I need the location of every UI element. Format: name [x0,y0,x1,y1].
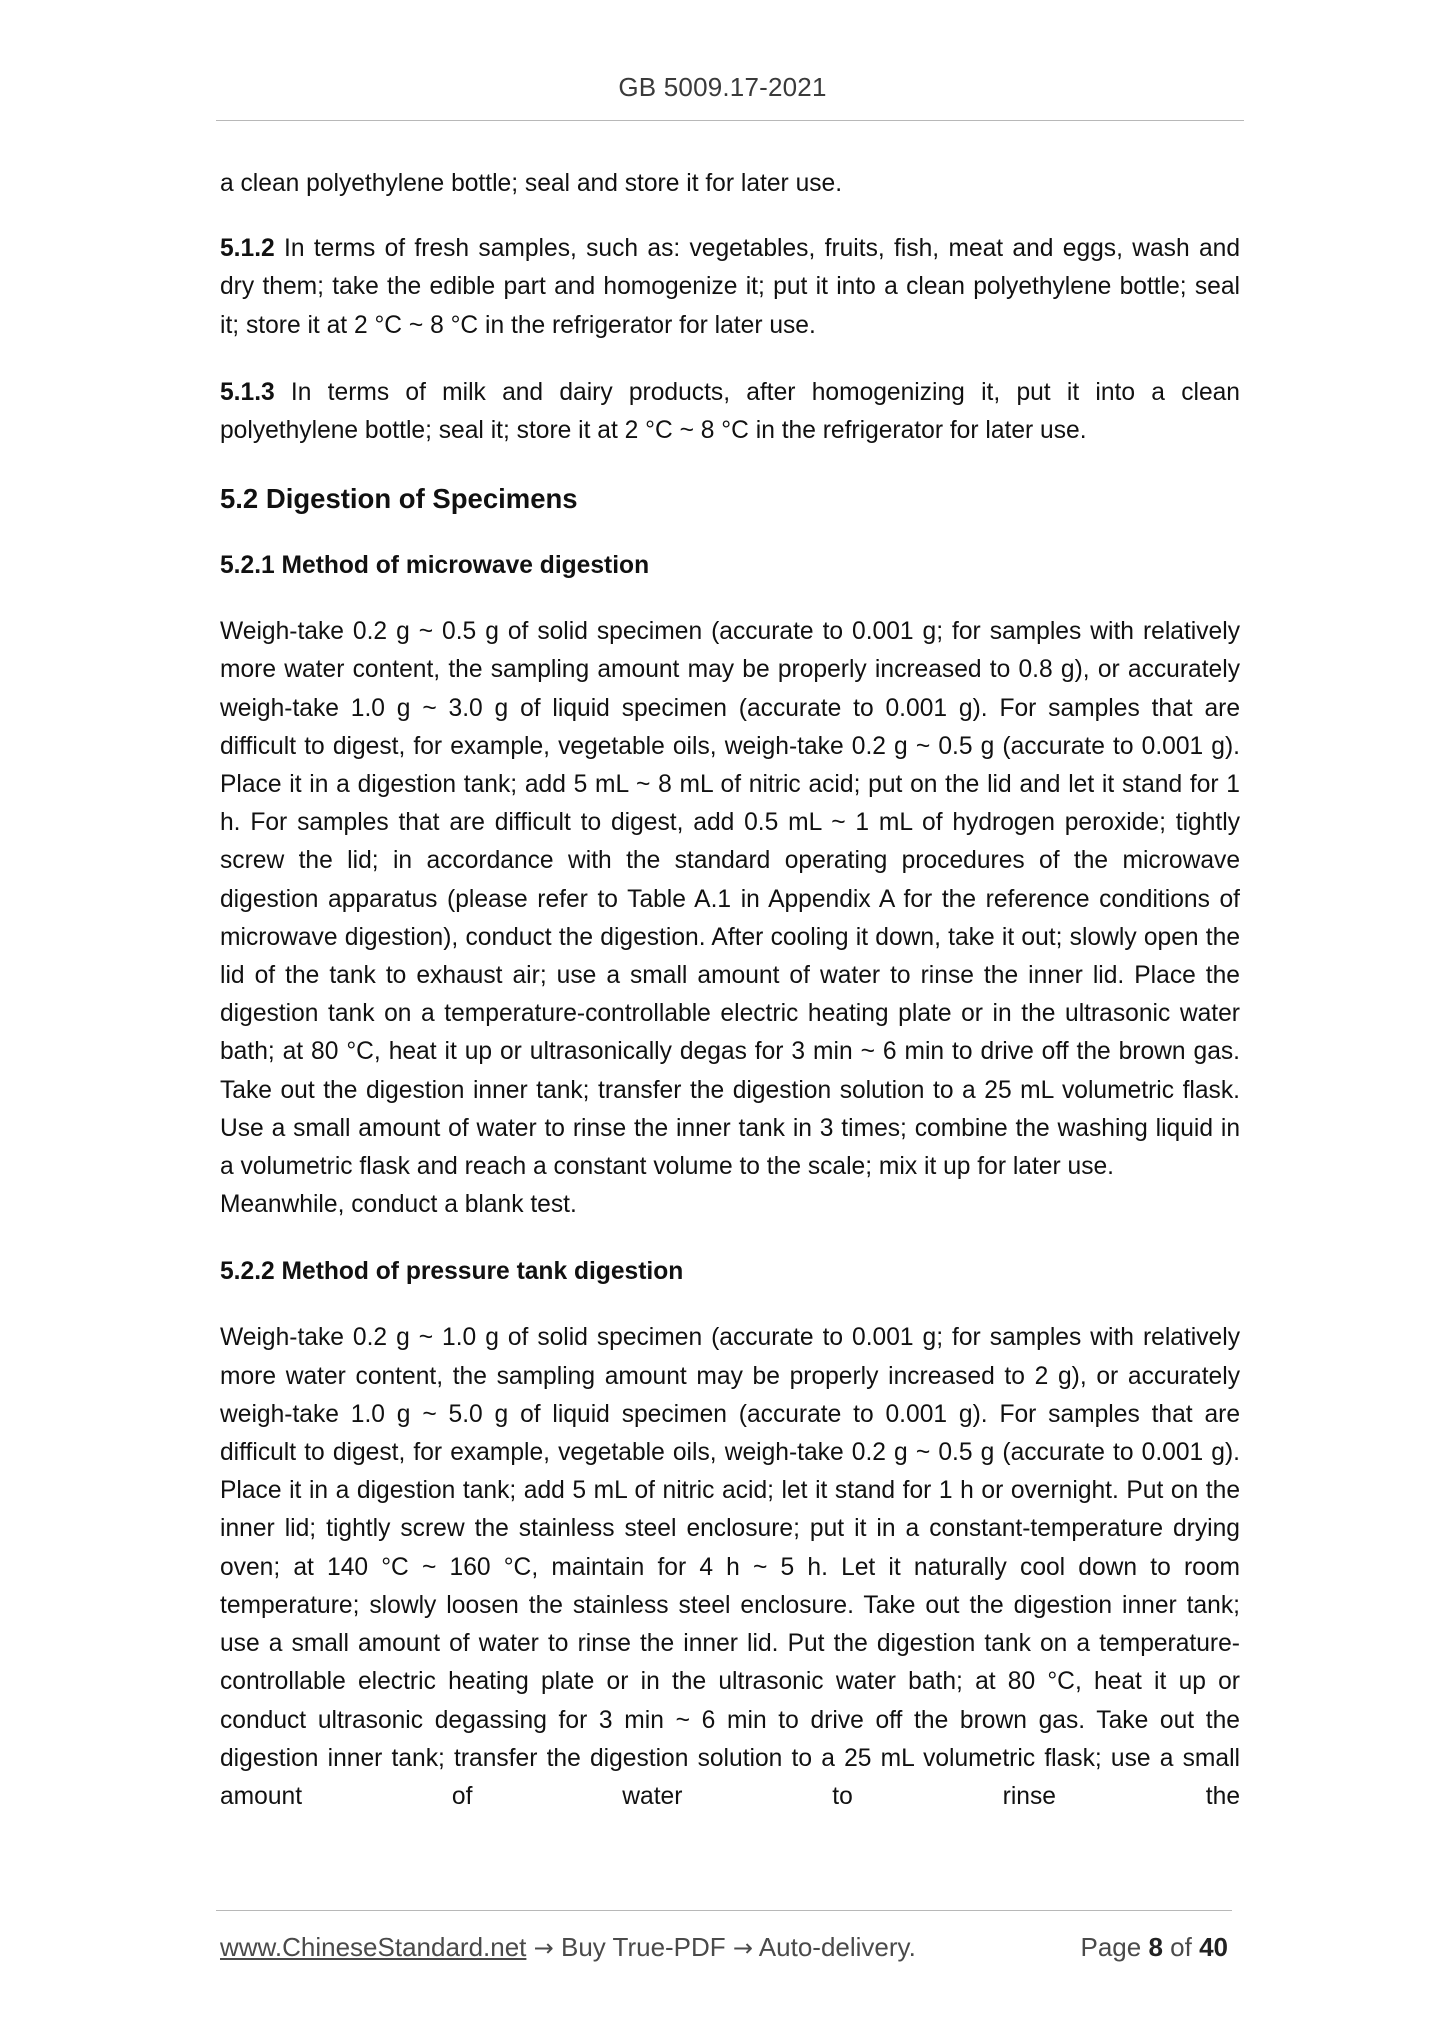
page-label: Page [1080,1932,1142,1962]
arrow-right-icon: → [533,1934,554,1962]
clause-number: 5.1.2 [220,235,275,263]
page-total: 40 [1199,1932,1228,1962]
footer-divider [216,1910,1232,1911]
clause-number: 5.1.3 [220,378,275,406]
subsection-heading-5-2-2: 5.2.2 Method of pressure tank digestion [220,1258,684,1286]
delivery-text: Auto-delivery. [753,1932,916,1962]
website-link[interactable]: www.ChineseStandard.net [220,1932,527,1962]
page-indicator [1080,1932,1228,1963]
continued-paragraph: a clean polyethylene bottle; seal and store it for later use. [220,170,843,197]
paragraph-blank-test: Meanwhile, conduct a blank test. [220,1191,577,1219]
buy-text: Buy True-PDF [553,1932,733,1962]
header-divider [216,120,1244,121]
of-label: of [1170,1932,1192,1962]
paragraph-pressure-tank-digestion: Weigh-take 0.2 g ~ 1.0 g of solid specimen (accurate to 0.001 g; for samples with relatively more water content, the sampling amount may be properly increased to 2 g), or accurately weigh-take 1.0 g ~ 5.0 g of liquid specimen (accurate to 0.001 g). For samples that are difficult to digest, for example, vegetable oils, weigh-take 0.2 g ~ 0.5 g (accurate to 0.001 g). Place it in a digestion tank; add 5 mL of nitric acid; let it stand for 1 h or overnight. Put on the inner lid; tightly screw the stainless steel enclosure; put it in a constant-temperature drying oven; at 140 °C ~ 160 °C, maintain for 4 h ~ 5 h. Let it naturally cool down to room temperature; slowly loosen the stainless steel enclosure. Take out the digestion inner tank; use a small amount of water to rinse the inner lid. Put the digestion tank on a temperature-controllable electric heating plate or in the ultrasonic water bath; at 80 °C, heat it up or conduct ultrasonic degassing for 3 min ~ 6 min to drive off the brown gas. Take out the digestion inner tank; transfer the digestion solution to a 25 mL volumetric flask; use a small amount of water to rinse the [220,1324,1240,1810]
paragraph-microwave-digestion: Weigh-take 0.2 g ~ 0.5 g of solid specimen (accurate to 0.001 g; for samples with relatively more water content, the sampling amount may be properly increased to 0.8 g), or accurately weigh-take 1.0 g ~ 3.0 g of liquid specimen (accurate to 0.001 g). For samples that are difficult to digest, for example, vegetable oils, weigh-take 0.2 g ~ 0.5 g (accurate to 0.001 g). Place it in a digestion tank; add 5 mL ~ 8 mL of nitric acid; put on the lid and let it stand for 1 h. For samples that are difficult to digest, add 0.5 mL ~ 1 mL of hydrogen peroxide; tightly screw the lid; in accordance with the standard operating procedures of the microwave digestion apparatus (please refer to Table A.1 in Appendix A for the reference conditions of microwave digestion), conduct the digestion. After cooling it down, take it out; slowly open the lid of the tank to exhaust air; use a small amount of water to rinse the inner lid. Place the digestion tank on a temperature-controllable electric heating plate or in the ultrasonic water bath; at 80 °C, heat it up or ultrasonically degas for 3 min ~ 6 min to drive off the brown gas. Take out the digestion inner tank; transfer the digestion solution to a 25 mL volumetric flask. Use a small amount of water to rinse the inner tank in 3 times; combine the washing liquid in a volumetric flask and reach a constant volume to the scale; mix it up for later use. [220,618,1240,1181]
document-body [220,165,1240,1816]
clause-5-1-3 [220,374,1240,450]
footer-promo [220,1932,916,1963]
arrow-right-icon: → [732,1934,754,1962]
page-number: 8 [1148,1932,1163,1962]
page-header-title: GB 5009.17-2021 [618,72,827,102]
clause-5-1-2 [220,230,1240,345]
section-heading-5-2: 5.2 Digestion of Specimens [220,483,578,515]
subsection-heading-5-2-1: 5.2.1 Method of microwave digestion [220,552,650,580]
clause-text: In terms of milk and dairy products, after homogenizing it, put it into a clean polyethylene bottle; seal it; store it at 2 °C ~ 8 °C in the refrigerator for later use. [220,378,1240,445]
clause-text: In terms of fresh samples, such as: vegetables, fruits, fish, meat and eggs, wash and dry them; take the edible part and homogenize it; put it into a clean polyethylene bottle; seal it; store it at 2 °C ~ 8 °C in the refrigerator for later use. [220,235,1240,339]
